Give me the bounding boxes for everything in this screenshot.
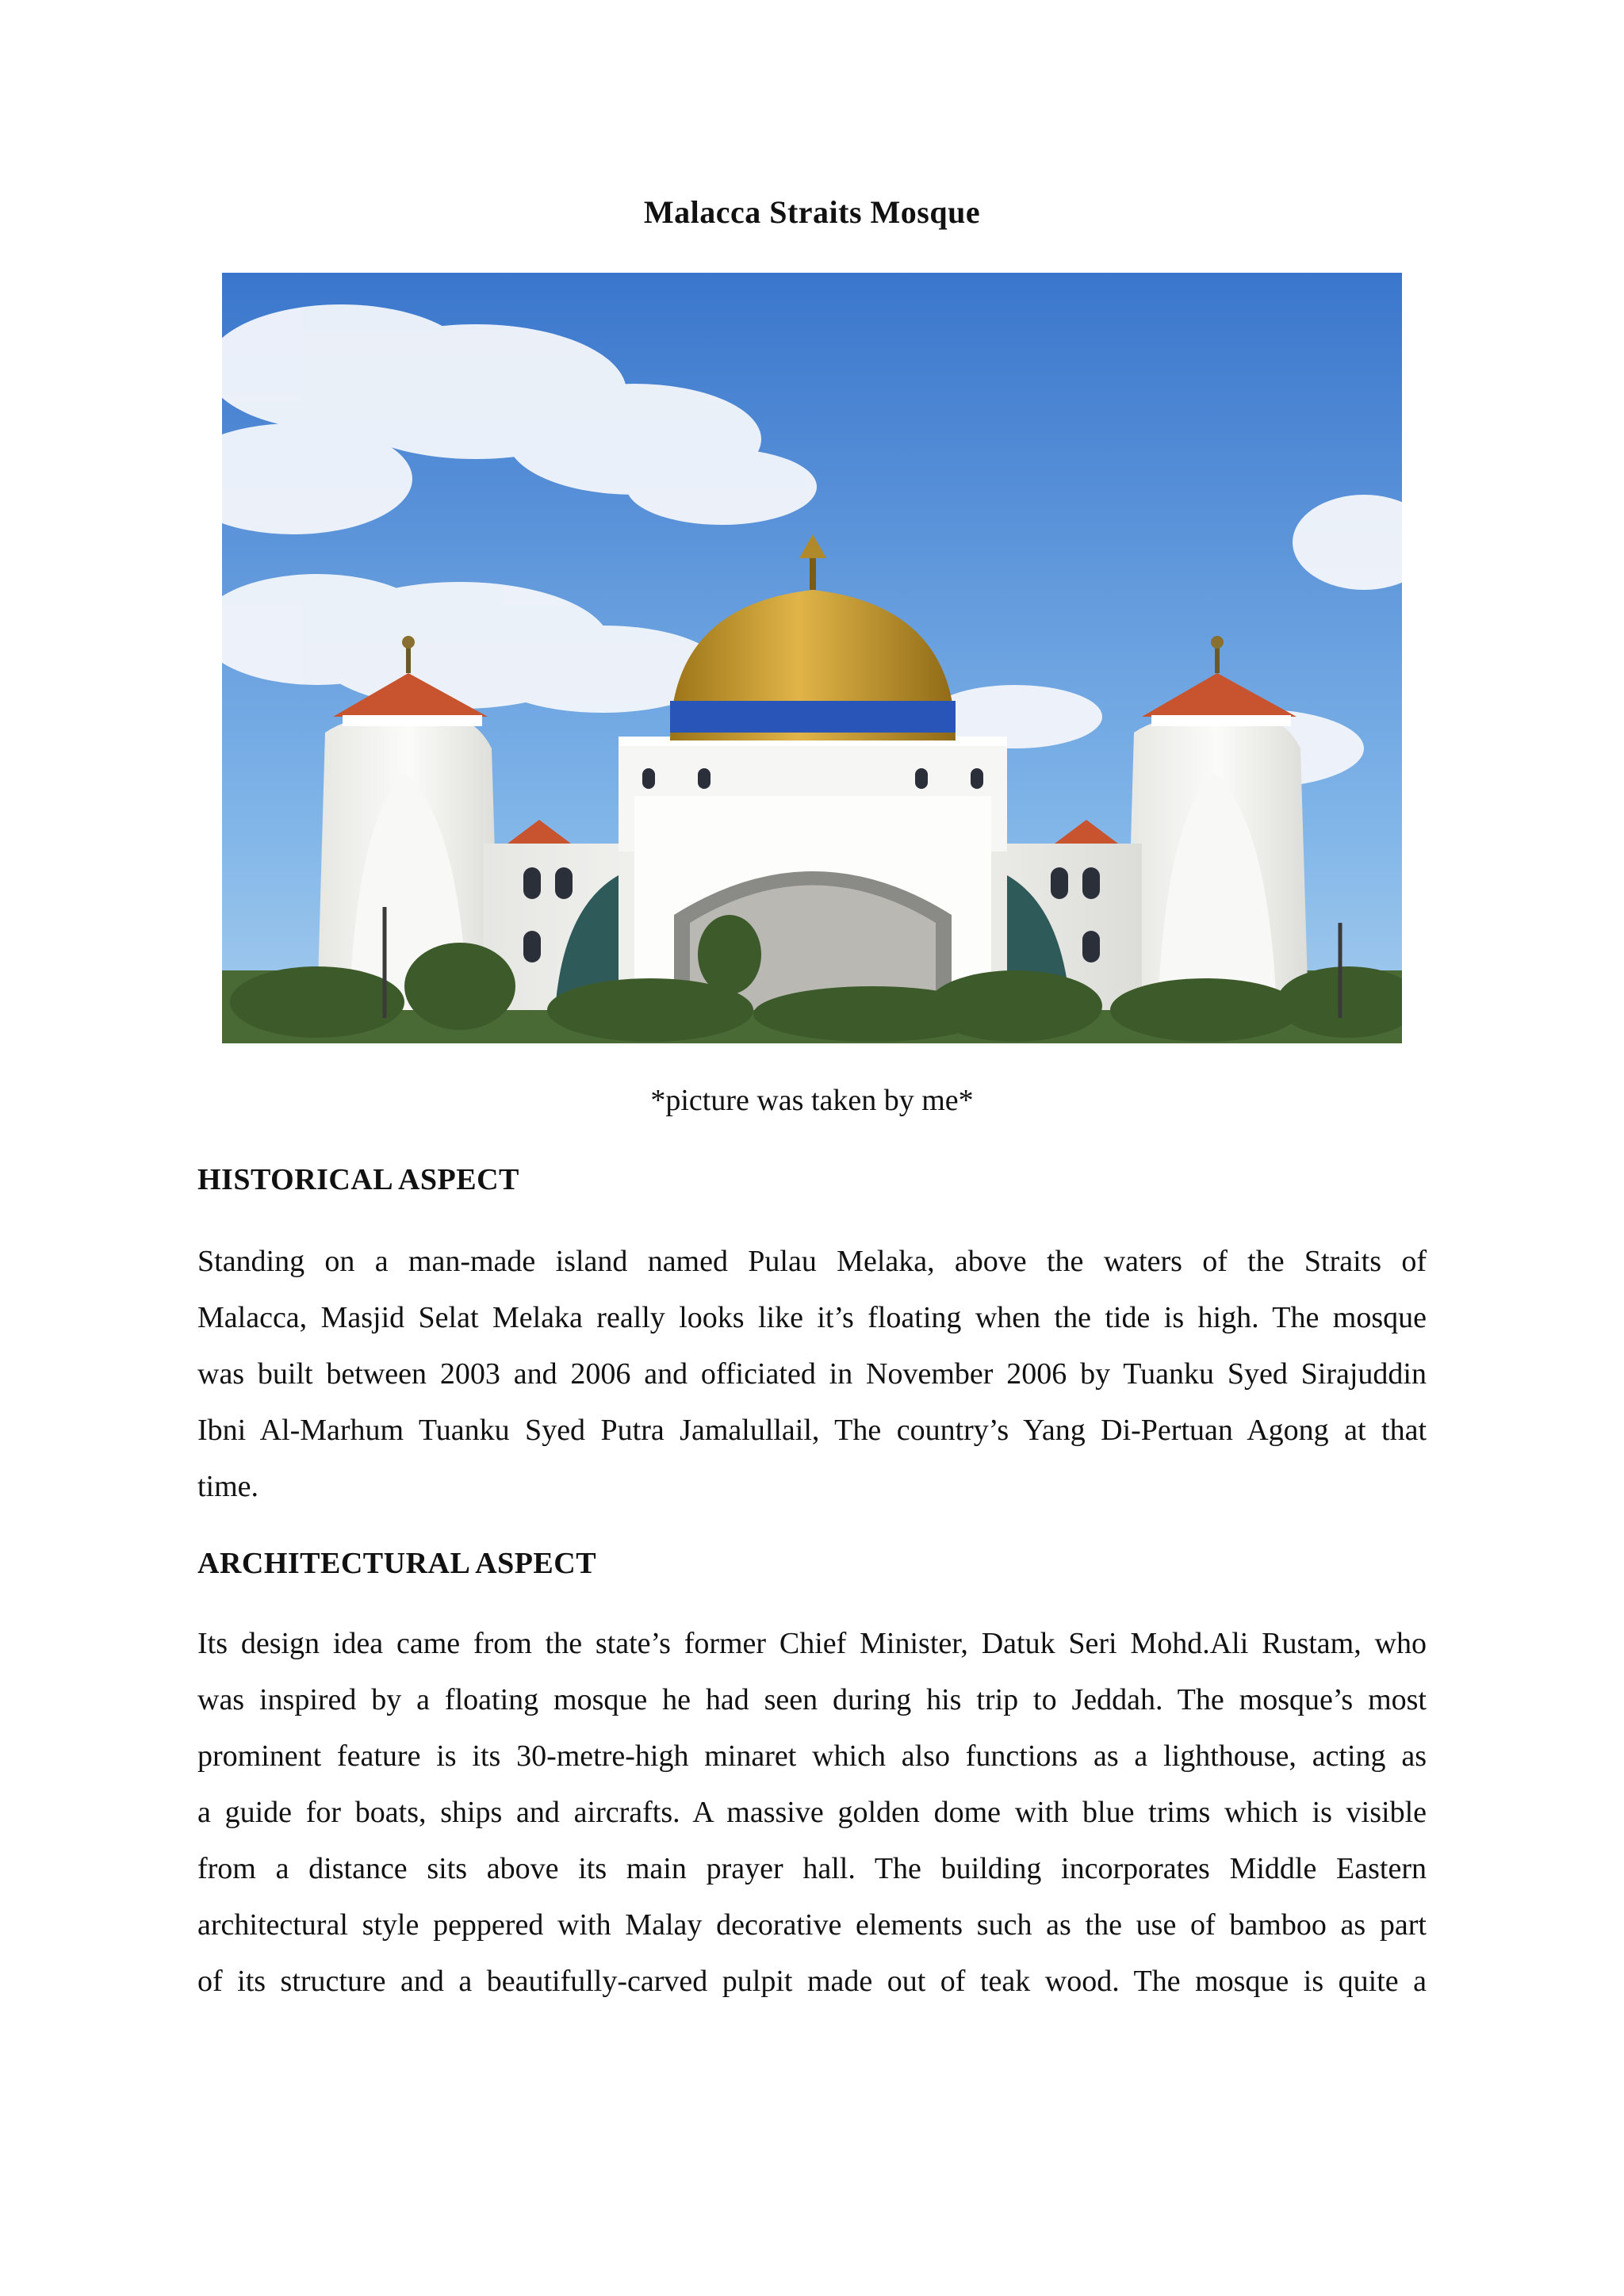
paragraph-line: Ibni Al-Marhum Tuanku Syed Putra Jamalullail, The country’s Yang Di-Pertuan Agong at that bbox=[197, 1414, 1427, 1447]
paragraph-line: prominent feature is its 30-metre-high minaret which also functions as a lighthouse, acting as bbox=[197, 1739, 1427, 1773]
paragraph-line: was inspired by a floating mosque he had seen during his trip to Jeddah. The mosque’s most bbox=[197, 1683, 1427, 1716]
photo-caption: *picture was taken by me* bbox=[650, 1084, 974, 1117]
paragraph-line: from a distance sits above its main prayer hall. The building incorporates Middle Eastern bbox=[197, 1852, 1427, 1885]
mosque-photo bbox=[222, 273, 1402, 1043]
section-paragraph-architectural bbox=[197, 1624, 1427, 2018]
paragraph-line: was built between 2003 and 2006 and officiated in November 2006 by Tuanku Syed Sirajuddin bbox=[197, 1357, 1427, 1391]
section-paragraph-historical bbox=[197, 1242, 1427, 1523]
paragraph-line: of its structure and a beautifully-carved pulpit made out of teak wood. The mosque is quite a bbox=[197, 1965, 1427, 1998]
paragraph-line: Malacca, Masjid Selat Melaka really looks like it’s floating when the tide is high. The mosque bbox=[197, 1301, 1427, 1334]
paragraph-line: time. bbox=[197, 1470, 259, 1503]
section-heading-historical: HISTORICAL ASPECT bbox=[197, 1163, 519, 1196]
paragraph-line: a guide for boats, ships and aircrafts. A massive golden dome with blue trims which is visible bbox=[197, 1796, 1427, 1829]
paragraph-line: Standing on a man-made island named Pulau Melaka, above the waters of the Straits of bbox=[197, 1245, 1427, 1278]
page-title: Malacca Straits Mosque bbox=[643, 194, 981, 230]
paragraph-line: architectural style peppered with Malay decorative elements such as the use of bamboo as part bbox=[197, 1908, 1427, 1942]
paragraph-line: Its design idea came from the state’s former Chief Minister, Datuk Seri Mohd.Ali Rustam, who bbox=[197, 1627, 1427, 1660]
section-heading-architectural: ARCHITECTURAL ASPECT bbox=[197, 1547, 597, 1580]
